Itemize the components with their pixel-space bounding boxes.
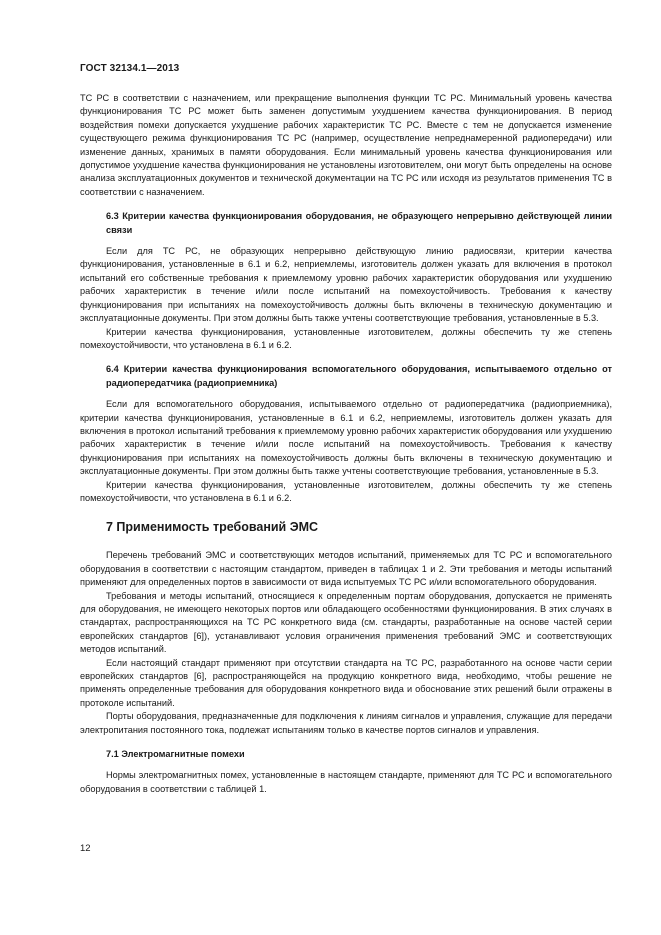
paragraph: Критерии качества функционирования, установленные изготовителем, должны обеспечить ту же степень помехоустойчивости, что установлена в 6.1 и 6.2. bbox=[80, 326, 612, 350]
subsection-heading-6-4: 6.4 Критерии качества функционирования вспомогательного оборудования, испытываемого отдельно от радиопередатчика (радиоприемника) bbox=[106, 364, 612, 388]
paragraph: Перечень требований ЭМС и соответствующих методов испытаний, применяемых для ТС РС и вспомогательного оборудования в соответствии с настоящим стандартом, приведен в таблицах 1 и 2. Эти требования и методы испытаний применяют для определенных портов в зависимости от вида испытуемых ТС РС и/или вспомогательного оборудования. bbox=[80, 550, 612, 588]
paragraph: Порты оборудования, предназначенные для подключения к линиям сигналов и управления, служащие для передачи электропитания постоянного тока, подлежат испытаниям только в качестве портов сигналов и управления. bbox=[80, 711, 612, 735]
paragraph: Требования и методы испытаний, относящиеся к определенным портам оборудования, допускается не применять для оборудования, не имеющего некоторых портов или обладающего особенностями функционирования. В этих случаях в стандартах, распространяющихся на ТС РС конкретного вида (см. стандарты, разработанные на основе частей серии европейских стандартов [6]), устанавливают условия ограничения применения требований ЭМС и соответствующих методов испытаний. bbox=[80, 590, 612, 655]
subsection-heading-6-3: 6.3 Критерии качества функционирования оборудования, не образующего непрерывно действующей линии связи bbox=[106, 211, 612, 235]
paragraph: Если для ТС РС, не образующих непрерывно действующую линию радиосвязи, критерии качества функционирования, установленные в 6.1 и 6.2, неприемлемы, изготовитель должен указать для включения в протокол испытаний его собственные требования к приемлемому уровню рабочих характеристик оборудования или ухудшению рабочих характеристик в течение и/или после испытаний на помехоустойчивость. Требования к качеству функционирования при испытаниях на помехоустойчивость должны быть включены в техническую документацию и эксплуатационные документы. При этом должны быть также учтены соответствующие требования, установленные в 5.3. bbox=[80, 246, 612, 324]
paragraph: Если для вспомогательного оборудования, испытываемого отдельно от радиопередатчика (радиоприемника), критерии качества функционирования, установленные в 6.1 и 6.2, неприемлемы, изготовитель должен указать для включения в протокол испытаний требования к приемлемому уровню рабочих характеристик оборудования или ухудшению рабочих характеристик в течение и/или после испытаний на помехоустойчивость. Требования к качеству функционирования при испытаниях на помехоустойчивость должны быть включены в техническую документацию и эксплуатационные документы. При этом должны быть также учтены соответствующие требования, установленные в 5.3. bbox=[80, 399, 612, 477]
section-heading-7: 7 Применимость требований ЭМС bbox=[106, 520, 319, 535]
subsection-heading-7-1: 7.1 Электромагнитные помехи bbox=[106, 749, 245, 760]
paragraph: Критерии качества функционирования, установленные изготовителем, должны обеспечить ту же степень помехоустойчивости, что установлена в 6.1 и 6.2. bbox=[80, 479, 612, 503]
page-body bbox=[80, 92, 612, 796]
paragraph: ТС РС в соответствии с назначением, или прекращение выполнения функции ТС РС. Минимальный уровень качества функционирования ТС РС может быть заменен допустимым ухудшением качества функционирования. В период воздействия помехи допускается ухудшение рабочих характеристик ТС РС. Вместе с тем не допускается изменение существующего режима функционирования ТС РС (например, осуществление непреднамеренной радиопередачи) или изменение данных, хранимых в памяти оборудования. Если минимальный уровень качества функционирования или допустимое ухудшение качества функционирования не установлены изготовителем, они могут быть определены на основе анализа эксплуатационных документов и технической документации на ТС РС или исходя из результатов применения ТС в соответствии с назначением. bbox=[80, 93, 612, 197]
paragraph: Если настоящий стандарт применяют при отсутствии стандарта на ТС РС, разработанного на основе части серии европейских стандартов [6], распространяющейся на продукцию конкретного вида, необходимо, чтобы решение не применять определенные требования для оборудования конкретного вида и обоснование этих решений были отражены в протоколе испытаний. bbox=[80, 657, 612, 708]
page-number: 12 bbox=[80, 843, 91, 854]
paragraph: Нормы электромагнитных помех, установленные в настоящем стандарте, применяют для ТС РС и вспомогательного оборудования в соответствии с таблицей 1. bbox=[80, 770, 612, 794]
page-header-title: ГОСТ 32134.1—2013 bbox=[80, 63, 180, 74]
